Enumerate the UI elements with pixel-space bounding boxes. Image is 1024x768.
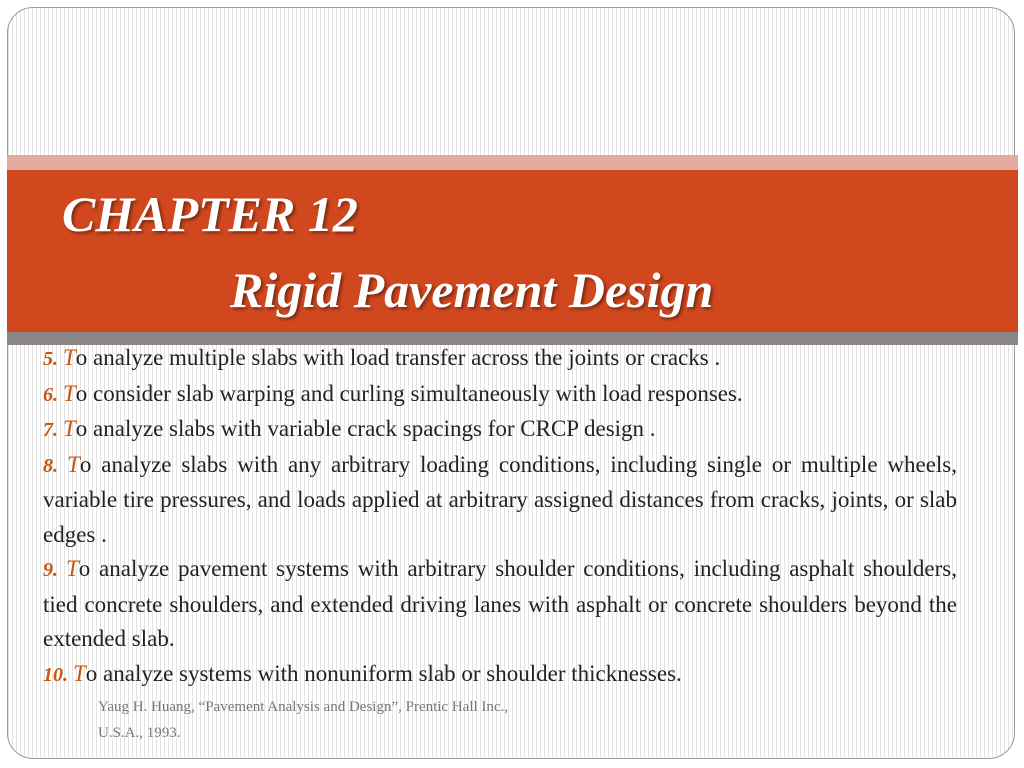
item-text: o analyze systems with nonuniform slab or shoulder thicknesses. [85, 660, 682, 686]
item-number: 10. [43, 663, 73, 686]
item-text: o consider slab warping and curling simultaneously with load responses. [75, 380, 743, 406]
item-initial: T [63, 345, 76, 370]
item-text: o analyze slabs with any arbitrary loading conditions, including single or multiple wheels, variable tire pressures, and loads applied at arbitrary assigned distances from cracks, joints, or slab edges . [43, 451, 957, 547]
item-text: o analyze slabs with variable crack spacings for CRCP design . [75, 416, 656, 441]
objectives-list [43, 341, 957, 692]
citation-line-2: U.S.A., 1993. [98, 725, 181, 741]
item-initial: T [73, 660, 86, 686]
item-text: o analyze pavement systems with arbitrary shoulder conditions, including asphalt shoulders, tied concrete shoulders, and extended driving lanes with asphalt or concrete shoulders beyond the extended slab. [43, 556, 957, 651]
list-item [43, 448, 957, 553]
item-initial: T [67, 451, 80, 477]
list-item [43, 377, 957, 413]
list-item [43, 341, 957, 377]
item-number: 7. [43, 419, 63, 441]
item-initial: T [66, 556, 79, 581]
item-initial: T [63, 380, 76, 406]
item-number: 8. [43, 454, 68, 477]
citation [98, 694, 508, 746]
slide-title-subject: Rigid Pavement Design [230, 262, 714, 318]
slide-title-chapter: CHAPTER 12 [62, 186, 358, 242]
list-item [43, 657, 957, 693]
citation-line-1: Yaug H. Huang, “Pavement Analysis and Design”, Prentic Hall Inc., [98, 699, 509, 715]
list-item [43, 552, 957, 657]
item-text: o analyze multiple slabs with load transfer across the joints or cracks . [75, 345, 721, 370]
list-item [43, 412, 957, 448]
title-band-top-stripe [7, 155, 1018, 170]
item-number: 5. [43, 348, 63, 370]
item-initial: T [63, 416, 76, 441]
item-number: 6. [43, 383, 63, 406]
item-number: 9. [43, 559, 66, 581]
